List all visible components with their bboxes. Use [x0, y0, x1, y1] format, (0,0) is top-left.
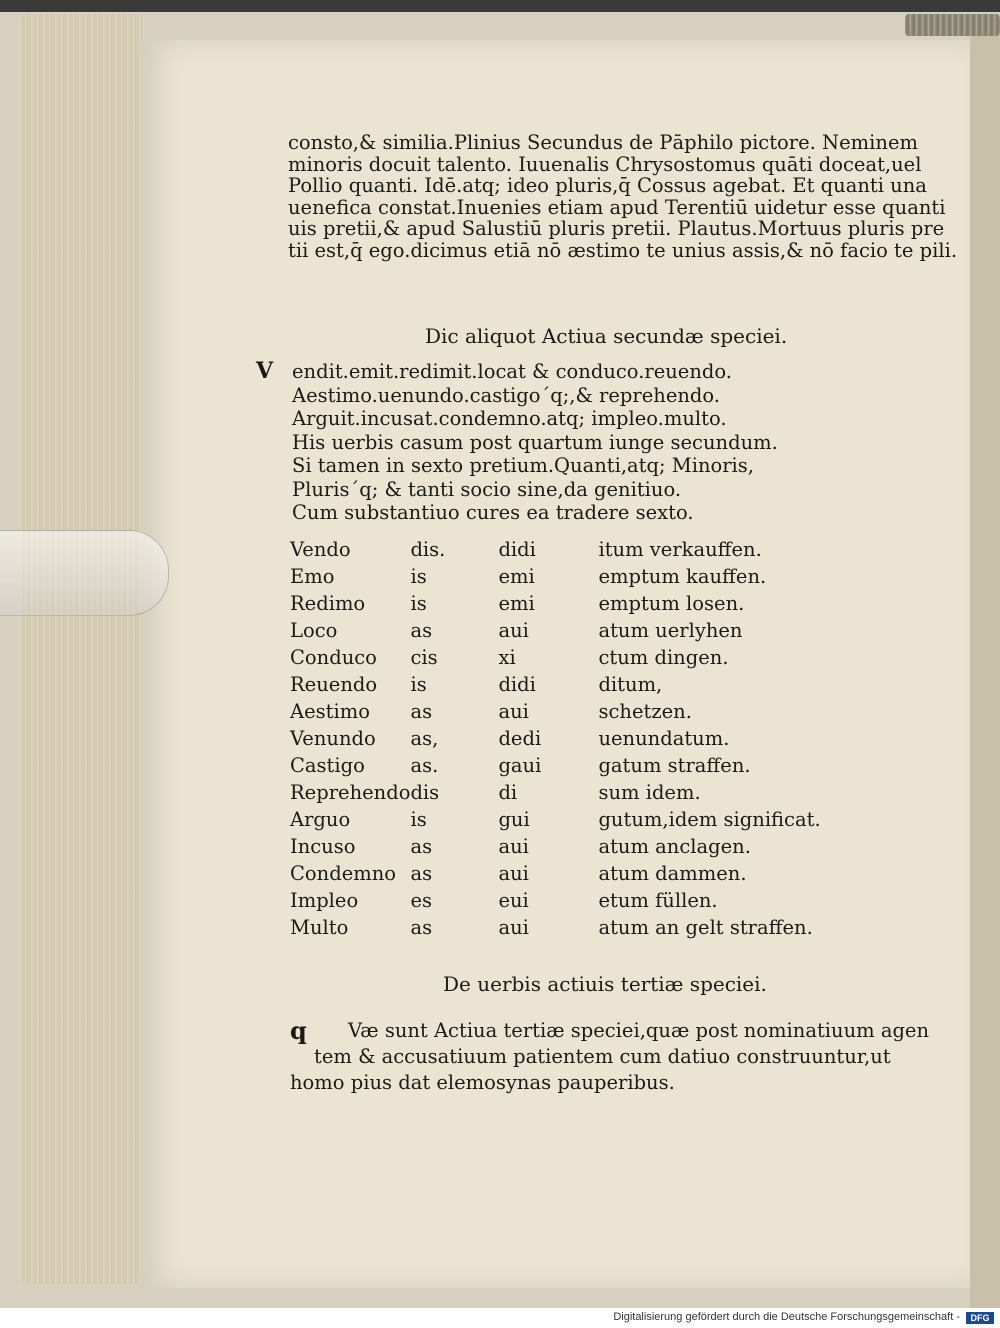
table-row: Conduco cis xi ctum dingen.: [290, 646, 729, 669]
table-row: Reprehendo dis di sum idem.: [290, 781, 701, 804]
table-row: Incuso as aui atum anclagen.: [290, 835, 751, 858]
page-marker-tab: [0, 530, 169, 616]
cover-top-edge: [0, 0, 1000, 12]
right-page-edge: [970, 22, 1000, 1308]
conjugation-table: [290, 536, 858, 941]
table-row: Emo is emi emptum kauffen.: [290, 565, 767, 588]
table-row: Impleo es eui etum füllen.: [290, 889, 718, 912]
text-line: minoris docuit talento. Iuuenalis Chrysostomus quāti doceat,uel: [288, 152, 922, 176]
dfg-logo: DFG: [966, 1312, 994, 1324]
verse-line: Arguit.incusat.condemno.atq; impleo.multo.: [292, 407, 727, 430]
table-row: Venundo as, dedi uenundatum.: [290, 727, 730, 750]
verse-line: Pluris´q; & tanti socio sine,da genitiuo.: [292, 477, 682, 501]
verse-line: Si tamen in sexto pretium.Quanti,atq; Minoris,: [292, 454, 755, 477]
table-row: Reuendo is didi ditum,: [290, 673, 663, 696]
text-line: tem & accusatiuum patientem cum datiuo construuntur,ut: [314, 1045, 891, 1068]
table-row: Castigo as. gaui gatum straffen.: [290, 754, 751, 777]
text-line: uis pretii,& apud Salustiū pluris pretii. Plautus.Mortuus pluris pre: [288, 217, 945, 240]
table-row: Aestimo as aui schetzen.: [290, 700, 692, 723]
table-row: Multo as aui atum an gelt straffen.: [290, 916, 813, 939]
verse-block: [256, 360, 778, 525]
text-line: Væ sunt Actiua tertiæ speciei,quæ post nominatiuum agen: [348, 1019, 930, 1042]
initial-q: q: [290, 1016, 307, 1045]
paragraph-3: [290, 1018, 929, 1096]
paragraph-1: [288, 132, 957, 261]
table-row: Arguo is gui gutum,idem significat.: [290, 808, 821, 831]
table-row: Redimo is emi emptum losen.: [290, 592, 745, 615]
page-stack-edge: [22, 14, 142, 1284]
text-line: tii est,q̄ ego.dicimus etiā nō æstimo te unius assis,& nō facio te pili.: [288, 238, 958, 262]
verse-line: Aestimo.uenundo.castigo´q;,& reprehendo.: [292, 383, 720, 407]
verse-line: V endit.emit.redimit.locat & conduco.reuendo.: [256, 358, 732, 384]
verse-line: His uerbis casum post quartum iunge secundum.: [292, 430, 778, 454]
text-line: homo pius dat elemosynas pauperibus.: [290, 1071, 675, 1094]
text-line: uenefica constat.Inuenies etiam apud Terentiū uidetur esse quanti: [288, 195, 946, 219]
table-row: Vendo dis. didi itum verkauffen.: [290, 538, 762, 561]
text-line: Pollio quanti. Idē.atq; ideo pluris,q̄ Cossus agebat. Et quanti una: [288, 174, 927, 197]
heading-secunda-species: Dic aliquot Actiua secundæ speciei.: [425, 324, 788, 348]
footer-credit: Digitalisierung gefördert durch die Deutsche Forschungsgemeinschaft -: [613, 1311, 960, 1323]
verse-line: Cum substantiuo cures ea tradere sexto.: [292, 501, 694, 524]
heading-tertia-species: De uerbis actiuis tertiæ speciei.: [443, 972, 767, 996]
table-row: Condemno as aui atum dammen.: [290, 862, 747, 885]
table-row: Loco as aui atum uerlyhen: [290, 619, 743, 642]
binding-thread: [905, 14, 1000, 36]
footer-bar: [0, 1308, 1000, 1328]
text-line: consto,& similia.Plinius Secundus de Pāphilo pictore. Neminem: [288, 131, 918, 154]
initial-v: V: [256, 358, 274, 384]
